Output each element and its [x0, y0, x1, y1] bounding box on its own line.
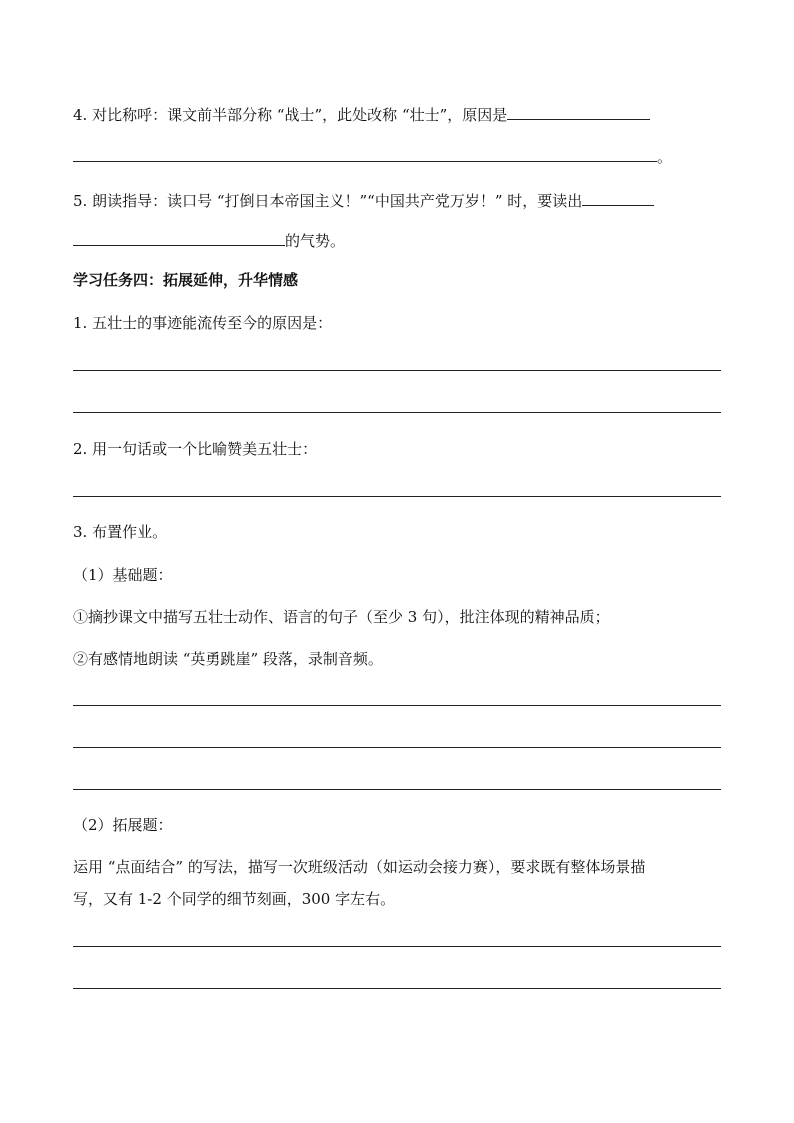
answer-blank-4b[interactable] — [73, 145, 657, 162]
question-4-continuation — [73, 145, 672, 167]
answer-blank-4a[interactable] — [507, 103, 650, 120]
answer-line-basic-1[interactable] — [73, 705, 721, 706]
answer-blank-5b[interactable] — [73, 229, 285, 246]
basic-task-item-1: ①摘抄课文中描写五壮士动作、语言的句子（至少 3 句），批注体现的精神品质； — [73, 608, 610, 626]
extension-task-line-2: 写，又有 1-2 个同学的细节刻画，300 字左右。 — [73, 890, 396, 908]
question-task4-1: 1. 五壮士的事迹能流传至今的原因是： — [73, 314, 333, 332]
question-4 — [73, 103, 650, 125]
answer-blank-5a[interactable] — [582, 189, 654, 206]
basic-task-label: （1）基础题： — [73, 566, 173, 584]
question-5-text: 5. 朗读指导：读口号 “打倒日本帝国主义！”“中国共产党万岁！” 时，要读出 — [73, 192, 583, 210]
answer-line-q1-1[interactable] — [73, 370, 721, 371]
answer-line-basic-2[interactable] — [73, 747, 721, 748]
question-task4-2: 2. 用一句话或一个比喻赞美五壮士： — [73, 440, 318, 458]
answer-line-q2[interactable] — [73, 496, 721, 497]
extension-task-label: （2）拓展题： — [73, 816, 173, 834]
question-5 — [73, 189, 654, 211]
question-4-text: 4. 对比称呼：课文前半部分称 “战士”，此处改称 “壮士”，原因是 — [73, 106, 508, 124]
answer-line-extension-1[interactable] — [73, 946, 721, 947]
answer-line-q1-2[interactable] — [73, 412, 721, 413]
section-heading-task4: 学习任务四：拓展延伸，升华情感 — [73, 271, 299, 289]
question-4-end-mark: 。 — [657, 148, 673, 166]
basic-task-item-2: ②有感情地朗读 “英勇跳崖” 段落，录制音频。 — [73, 650, 383, 668]
question-5-continuation — [73, 229, 345, 251]
answer-line-basic-3[interactable] — [73, 789, 721, 790]
question-5-tail: 的气势。 — [285, 232, 346, 250]
extension-task-line-1: 运用 “点面结合” 的写法，描写一次班级活动（如运动会接力赛），要求既有整体场景描 — [73, 858, 646, 876]
question-task4-3: 3. 布置作业。 — [73, 523, 168, 541]
answer-line-extension-2[interactable] — [73, 988, 721, 989]
